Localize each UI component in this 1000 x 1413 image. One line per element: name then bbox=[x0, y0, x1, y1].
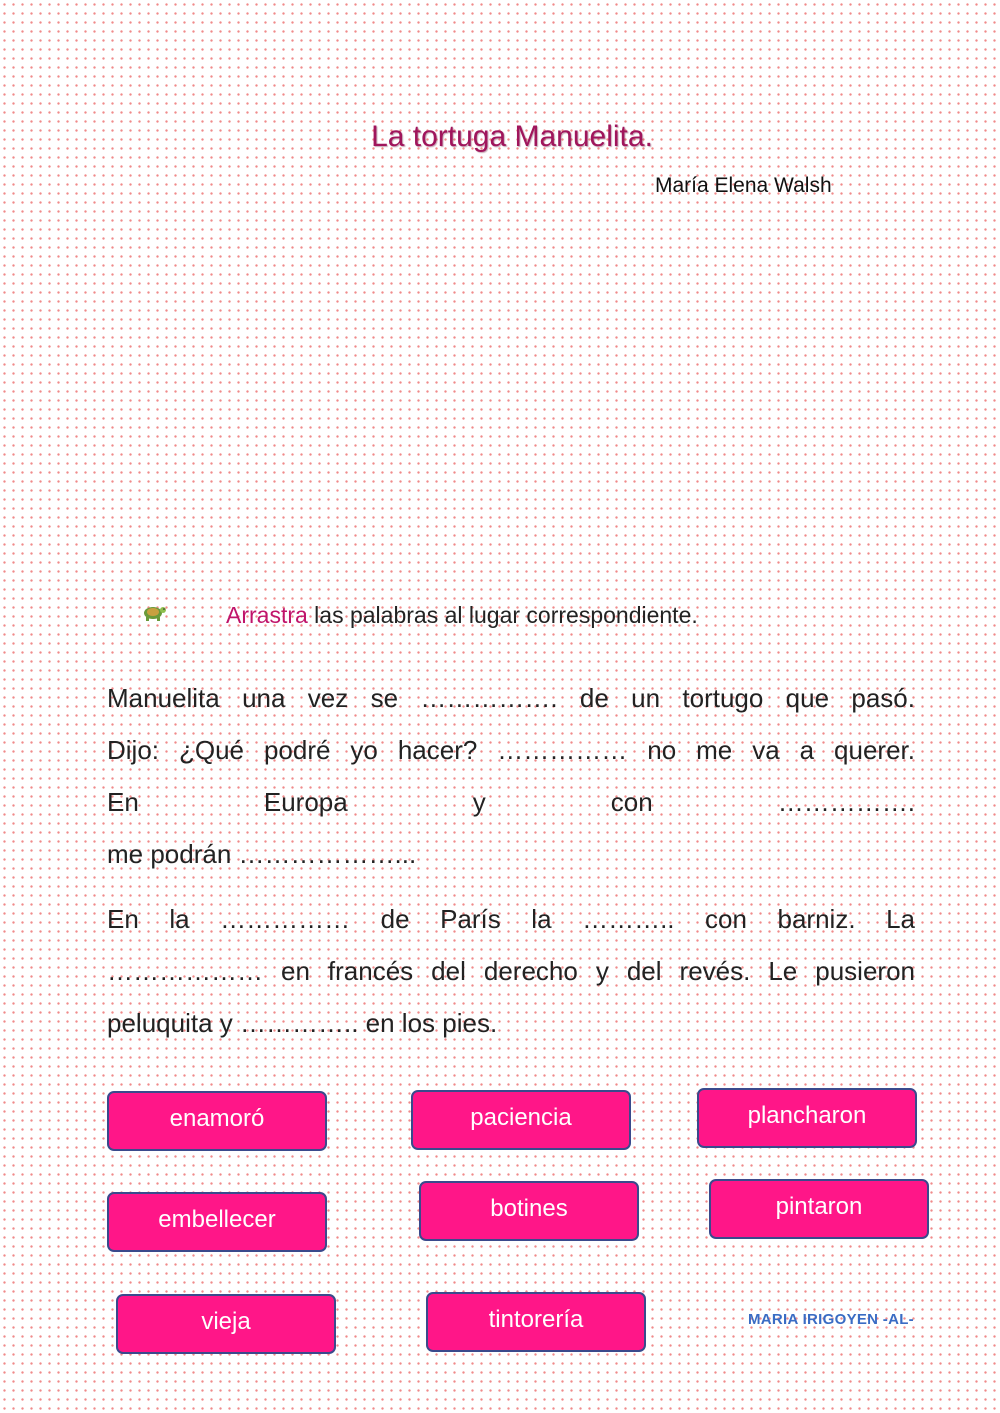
author-credit: MARIA IRIGOYEN -AL- bbox=[748, 1311, 914, 1328]
word-chip-plancharon[interactable]: plancharon bbox=[697, 1088, 917, 1148]
word-chip-vieja[interactable]: vieja bbox=[116, 1294, 336, 1354]
word-chip-pintaron[interactable]: pintaron bbox=[709, 1179, 929, 1239]
instruction-text: las palabras al lugar correspondiente. bbox=[307, 602, 698, 628]
paragraph-2-line: ……………… en francés del derecho y del revés. Le pusieron bbox=[107, 956, 915, 986]
word-chip-tintoreria[interactable]: tintorería bbox=[426, 1292, 646, 1352]
paragraph-1 bbox=[107, 672, 915, 880]
paragraph-2-line: peluquita y ………….. en los pies. bbox=[107, 1008, 498, 1038]
paragraph-1-line: En Europa y con ……………. bbox=[107, 787, 915, 817]
paragraph-1-line: Dijo: ¿Qué podré yo hacer? …………… no me va a querer. bbox=[107, 735, 915, 765]
word-chip-embellecer[interactable]: embellecer bbox=[107, 1192, 327, 1252]
word-chip-paciencia[interactable]: paciencia bbox=[411, 1090, 631, 1150]
paragraph-1-line: Manuelita una vez se ……………. de un tortugo que pasó. bbox=[107, 683, 915, 713]
instruction-verb: Arrastra bbox=[226, 602, 308, 628]
word-chip-enamoro[interactable]: enamoró bbox=[107, 1091, 327, 1151]
paragraph-2-line: En la …………… de París la ……….. con barniz. La bbox=[107, 904, 915, 934]
paragraph-2 bbox=[107, 893, 915, 1049]
page-title: La tortuga Manuelita. bbox=[371, 120, 653, 153]
turtle-icon bbox=[140, 600, 168, 622]
word-chip-botines[interactable]: botines bbox=[419, 1181, 639, 1241]
paragraph-1-line: me podrán ………………... bbox=[107, 839, 417, 869]
author-name: María Elena Walsh bbox=[655, 174, 832, 197]
instruction bbox=[226, 602, 698, 629]
